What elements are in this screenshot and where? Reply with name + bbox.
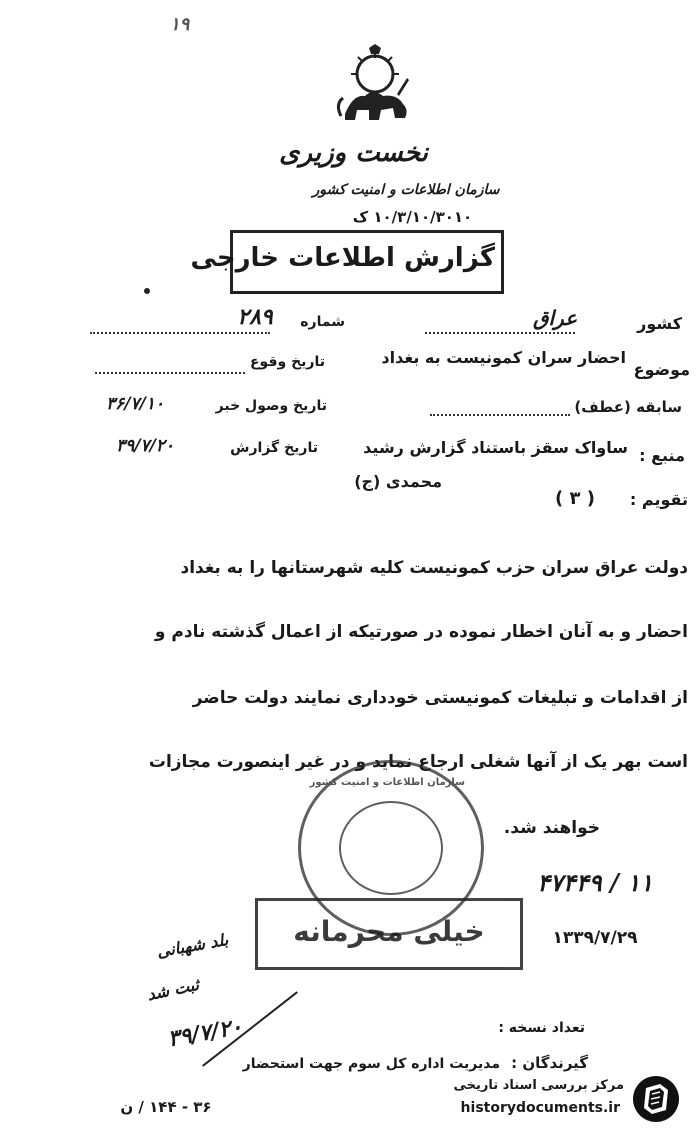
- watermark-title: مرکز بررسی اسناد تاریخی: [453, 1078, 624, 1093]
- source-label: منبع :: [639, 446, 685, 465]
- seal-inner-ring: [339, 801, 443, 895]
- secret-classification-text: خیلی محرمانه: [293, 915, 485, 948]
- org-subtitle: سازمان اطلاعات و امنیت کشور: [312, 182, 500, 198]
- report-date-label: تاریخ گزارش: [230, 440, 318, 456]
- registration-date: ۱۳۳۹/۷/۲۹: [552, 928, 638, 948]
- number-value: ۲۸۹: [237, 304, 273, 330]
- country-label: کشور: [637, 314, 682, 333]
- report-title-stamp: [190, 230, 504, 294]
- subject-label: موضوع: [633, 360, 690, 379]
- occurrence-dotted-line: [95, 372, 245, 374]
- source-value: ساواک سقز باستناد گزارش رشید: [363, 438, 628, 457]
- seal-text: سازمان اطلاعات و امنیت کشور: [309, 777, 465, 788]
- source-value-continued: محمدی (ج): [354, 472, 442, 491]
- handwritten-note-1: بلد شهبانی: [155, 929, 230, 962]
- precedent-dotted-line: [430, 414, 570, 416]
- handwritten-note-2: ثبت شد: [145, 974, 201, 1005]
- body-line-3: از اقدامات و تبلیغات کمونیستی خودداری نمایند دولت حاضر: [192, 688, 688, 708]
- number-dotted-line: [90, 332, 270, 334]
- received-date-value: ۳۶/۷/۱۰: [105, 394, 165, 414]
- body-line-2: احضار و به آنان اخطار نموده در صورتیکه از اعمال گذشته نادم و: [154, 622, 688, 642]
- registration-number: ۴۷۴۴۹ / ۱۱: [537, 868, 653, 897]
- copies-label: تعداد نسخه :: [498, 1020, 585, 1036]
- subject-value: احضار سران کمونیست به بغداد: [381, 348, 626, 367]
- received-date-label: تاریخ وصول خبر: [215, 398, 327, 414]
- watermark-url: historydocuments.ir: [460, 1100, 620, 1116]
- evaluation-label: تقویم :: [629, 490, 688, 509]
- org-title: نخست وزیری: [279, 138, 428, 168]
- number-label: شماره: [300, 314, 345, 330]
- occurrence-date-label: تاریخ وقوع: [249, 354, 325, 370]
- country-dotted-line: [425, 332, 575, 334]
- document-code: ۳۶ - ۱۴۴ / ن: [120, 1098, 212, 1116]
- secret-classification-stamp: [255, 898, 523, 970]
- report-title: گزارش اطلاعات خارجی: [190, 243, 495, 273]
- body-line-1: دولت عراق سران حزب کمونیست کلیه شهرستانها را به بغداد: [180, 558, 688, 578]
- precedent-label: سابقه (عطف): [574, 398, 682, 416]
- lion-and-sun-emblem-icon: [335, 44, 415, 130]
- ink-dot: [144, 288, 150, 294]
- country-value: عراق: [532, 306, 578, 330]
- document-logo-icon: [630, 1074, 682, 1124]
- body-line-5: خواهند شد.: [503, 818, 600, 838]
- evaluation-value: ( ۳ ): [555, 488, 595, 509]
- handwritten-date: ۳۹/۷/۲۰: [165, 1013, 245, 1053]
- top-page-mark: ۱۹: [170, 14, 190, 35]
- body-line-4: است بهر یک از آنها شغلی ارجاع نماید و در غیر اینصورت مجازات: [148, 752, 688, 772]
- reference-number: ۱۰/۳/۱۰/۳۰۱۰ ک: [352, 208, 473, 226]
- report-date-value: ۳۹/۷/۲۰: [115, 436, 175, 456]
- recipients-value: مدیریت اداره کل سوم جهت استحضار: [242, 1056, 500, 1072]
- recipients-label: گیرندگان :: [511, 1054, 588, 1072]
